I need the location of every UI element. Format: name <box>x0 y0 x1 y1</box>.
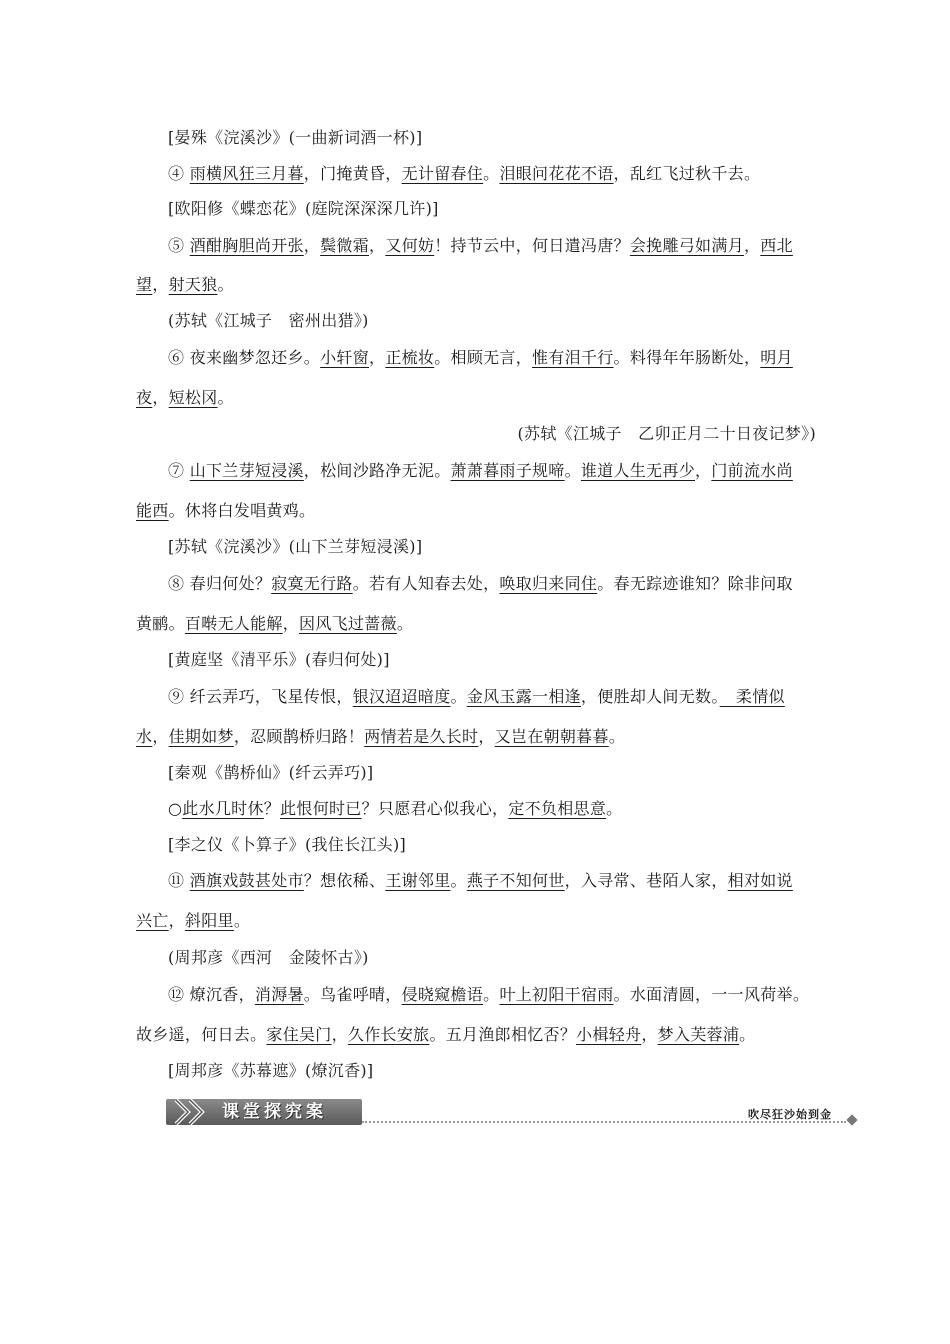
text-segment: 故乡遥，何日去。 <box>136 1025 267 1044</box>
source-line <box>168 311 369 331</box>
underlined-answer: 唤取归来同住 <box>499 574 598 593</box>
underlined-answer: 望 <box>136 275 153 294</box>
underlined-answer: 此恨何时已 <box>280 799 362 818</box>
poem-line <box>136 911 250 931</box>
text-segment: ⑫ 燎沉香， <box>168 985 255 1004</box>
text-segment: 。 <box>217 388 234 407</box>
underlined-answer: 水 <box>136 727 153 746</box>
underlined-answer: 燕子不知何世 <box>466 871 565 890</box>
banner-motto: 吹尽狂沙始到金 <box>748 1108 832 1121</box>
text-segment: ⑥ 夜来幽梦忽还乡。 <box>168 348 321 367</box>
poem-line <box>136 1025 755 1045</box>
text-segment: 。 <box>739 1025 756 1044</box>
text-segment: 。休将白发唱黄鸡。 <box>168 501 316 520</box>
poem-line <box>136 727 625 747</box>
source-line <box>168 199 439 219</box>
poem-line <box>136 614 413 634</box>
text-segment: ， <box>743 236 761 255</box>
poem-line <box>168 236 793 256</box>
text-segment: 。 <box>450 687 467 706</box>
text-segment: ⑦ <box>168 461 190 480</box>
text-segment: 。 <box>606 799 623 818</box>
text-segment: ， <box>478 727 495 746</box>
text-segment: 。相顾无言， <box>434 348 533 367</box>
poem-line <box>168 985 809 1005</box>
banner-title: 课堂探究案 <box>222 1102 327 1122</box>
text-segment: ， <box>369 348 386 367</box>
text-segment: ， <box>152 727 169 746</box>
underlined-answer: 射天狼 <box>168 275 218 294</box>
underlined-answer: 百啭无人能解 <box>184 614 283 633</box>
source-text: [黄庭坚《清平乐》(春归何处)] <box>168 650 390 669</box>
text-segment: ！持节云中，何日遣冯唐？ <box>434 236 630 255</box>
underlined-answer: 夜 <box>136 388 153 407</box>
section-banner <box>166 1097 858 1129</box>
underlined-answer: 雨横风狂三月暮 <box>189 164 304 183</box>
source-line <box>168 537 422 557</box>
underlined-answer: 定不负相思意 <box>508 799 607 818</box>
underlined-answer: 萧萧暮雨子规啼 <box>450 461 565 480</box>
underlined-answer: 消溽暑 <box>254 985 304 1004</box>
text-segment: ， <box>152 388 169 407</box>
text-segment: 。 <box>483 985 500 1004</box>
source-text: [晏殊《浣溪沙》(一曲新词酒一杯)] <box>168 128 423 147</box>
source-text: [李之仪《卜算子》(我住长江头)] <box>168 835 407 854</box>
underlined-answer: 无计留春住 <box>401 164 484 183</box>
text-segment: ⑧ 春归何处？ <box>168 574 272 593</box>
text-segment: ⑤ <box>168 236 190 255</box>
underlined-answer: 王谢邻里 <box>385 871 451 890</box>
text-segment: 。水面清圆，一一风荷举。 <box>613 985 810 1004</box>
text-segment: ， <box>695 461 712 480</box>
source-line <box>168 128 422 148</box>
text-segment: 。料得年年肠断处， <box>613 348 761 367</box>
source-line <box>168 763 373 783</box>
underlined-answer: 佳期如梦 <box>168 727 234 746</box>
text-segment: ？想依稀、 <box>303 871 386 890</box>
text-segment: 黄鹂。 <box>136 614 185 633</box>
poem-line <box>136 275 234 295</box>
underlined-answer: 惟有泪千行 <box>532 348 614 367</box>
underlined-answer: 小轩窗 <box>320 348 369 367</box>
text-segment: 。 <box>217 275 234 294</box>
underlined-answer: 家住吴门 <box>266 1025 332 1044</box>
source-text: (苏轼《江城子 密州出猎》) <box>168 311 369 330</box>
source-text: [欧阳修《蝶恋花》(庭院深深深几许)] <box>168 199 439 218</box>
underlined-answer: 短松冈 <box>168 388 218 407</box>
poem-line <box>168 164 760 184</box>
underlined-answer: 正梳妆 <box>385 348 435 367</box>
underlined-answer: 梦入芙蓉浦 <box>657 1025 740 1044</box>
source-text: [周邦彦《苏幕遮》(燎沉香)] <box>168 1061 374 1080</box>
text-segment: 。 <box>483 164 500 183</box>
underlined-answer: 斜阳里 <box>184 911 234 930</box>
text-segment: 。五月渔郎相忆否？ <box>429 1025 577 1044</box>
text-segment: ？只愿君心似我心， <box>361 799 509 818</box>
underlined-answer: 酒旗戏鼓甚处市 <box>189 871 304 890</box>
text-segment: ○ <box>168 799 183 818</box>
text-segment: 。 <box>564 461 581 480</box>
text-segment: ，乱红飞过秋千去。 <box>613 164 761 183</box>
underlined-answer: 山下兰芽短浸溪 <box>189 461 304 480</box>
underlined-answer: 久作长安旅 <box>347 1025 430 1044</box>
underlined-answer: 谁道人生无再少 <box>580 461 696 480</box>
underlined-answer: 因风飞过蔷薇 <box>299 614 397 633</box>
text-segment: 。 <box>396 614 414 633</box>
poem-line <box>136 388 234 408</box>
underlined-answer: 能西 <box>136 501 169 520</box>
underlined-answer: 又岂在朝朝暮暮 <box>494 727 609 746</box>
source-line <box>136 424 816 444</box>
source-text: (苏轼《江城子 乙卯正月二十日夜记梦》) <box>517 424 816 443</box>
underlined-answer: 明月 <box>760 348 793 367</box>
underlined-answer: 银汉迢迢暗度 <box>352 687 451 706</box>
underlined-answer: 泪眼问花花不语 <box>499 164 614 183</box>
underlined-answer: 此水几时休 <box>182 799 264 818</box>
underlined-answer: 叶上初阳干宿雨 <box>499 985 614 1004</box>
underlined-answer: 侵晓窥檐语 <box>401 985 484 1004</box>
text-segment: ，门掩黄昏， <box>303 164 402 183</box>
text-segment: ， <box>331 1025 348 1044</box>
poem-line <box>168 799 622 819</box>
poem-line <box>168 871 793 891</box>
poem-line <box>168 348 793 368</box>
text-segment: 。 <box>450 871 467 890</box>
underlined-answer: 又何妨 <box>385 236 435 255</box>
text-segment: ， <box>282 614 300 633</box>
text-segment: 。鸟雀呼晴， <box>303 985 402 1004</box>
underlined-answer: 西北 <box>760 236 793 255</box>
text-segment: ，忍顾鹊桥归路！ <box>233 727 365 746</box>
text-segment: 。若有人知春去处， <box>352 574 500 593</box>
underlined-answer: 门前流水尚 <box>711 461 793 480</box>
source-text: [苏轼《浣溪沙》(山下兰芽短浸溪)] <box>168 537 423 556</box>
text-segment: ④ <box>168 164 190 183</box>
underlined-answer: 小楫轻舟 <box>576 1025 642 1044</box>
underlined-answer: 两情若是久长时 <box>364 727 479 746</box>
text-segment: ， <box>303 236 321 255</box>
underlined-answer: 相对如说 <box>727 871 793 890</box>
underlined-answer: 会挽雕弓如满月 <box>629 236 744 255</box>
source-line <box>168 835 406 855</box>
text-segment: ，便胜却人间无数。 <box>580 687 720 706</box>
source-text: [秦观《鹊桥仙》(纤云弄巧)] <box>168 763 374 782</box>
underlined-answer: 酒酣胸胆尚开张 <box>189 236 304 255</box>
underlined-answer: 柔情似 <box>719 687 785 706</box>
source-line <box>168 948 369 968</box>
poem-line <box>168 461 793 481</box>
text-segment: ， <box>369 236 386 255</box>
underlined-answer: 寂寞无行路 <box>271 574 353 593</box>
underlined-answer: 兴亡 <box>136 911 169 930</box>
underlined-answer: 鬓微霜 <box>320 236 370 255</box>
text-segment: ？ <box>263 799 281 818</box>
text-segment: ，松间沙路净无泥。 <box>303 461 451 480</box>
poem-line <box>136 501 315 521</box>
text-segment: ，入寻常、巷陌人家， <box>564 871 728 890</box>
text-segment: ⑪ <box>168 871 190 890</box>
text-segment: ⑨ 纤云弄巧，飞星传恨， <box>168 687 353 706</box>
text-segment: ， <box>168 911 185 930</box>
text-segment: 。春无踪迹谁知？除非问取 <box>597 574 793 593</box>
poem-line <box>168 574 793 594</box>
poem-line <box>168 687 785 707</box>
text-segment: 。 <box>233 911 251 930</box>
source-line <box>168 650 390 670</box>
source-line <box>168 1061 373 1081</box>
diamond-icon <box>846 1114 857 1125</box>
underlined-answer: 金风玉露一相逢 <box>466 687 581 706</box>
text-segment: ， <box>152 275 169 294</box>
source-text: (周邦彦《西河 金陵怀古》) <box>168 948 369 967</box>
text-segment: 。 <box>608 727 626 746</box>
double-chevron-icon <box>172 1097 222 1127</box>
text-segment: ， <box>641 1025 658 1044</box>
